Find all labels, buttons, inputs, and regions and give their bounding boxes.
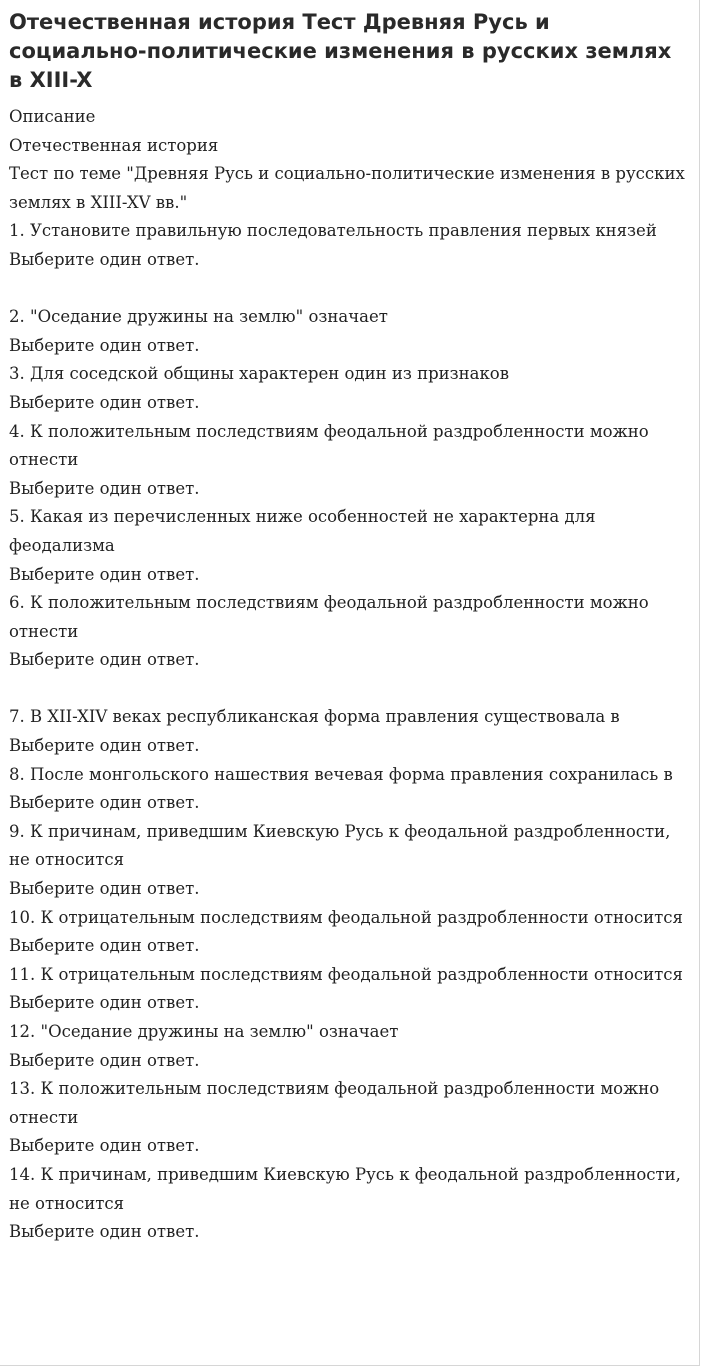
answer-hint: Выберите один ответ. [9, 1050, 200, 1070]
question-14: 14. К причинам, приведшим Киевскую Русь к феодальной раздробленности, не относится [9, 1164, 681, 1213]
test-intro: Тест по теме "Древняя Русь и социально-политические изменения в русских землях в XIII-XV вв." [9, 164, 685, 212]
question-5: 5. Какая из перечисленных ниже особенностей не характерна для феодализма [9, 507, 596, 555]
answer-hint: Выберите один ответ. [9, 249, 200, 269]
answer-hint: Выберите один ответ. [9, 793, 200, 813]
question-3: 3. Для соседской общины характерен один из признаков [9, 364, 510, 384]
subject-line: Отечественная история [9, 135, 219, 155]
answer-hint: Выберите один ответ. [9, 478, 200, 498]
question-9: 9. К причинам, приведшим Киевскую Русь к феодальной раздробленности, не относится [9, 821, 671, 870]
answer-hint: Выберите один ответ. [9, 392, 200, 412]
question-12: 12. "Оседание дружины на землю" означает [9, 1022, 399, 1041]
question-1: 1. Установите правильную последовательность правления первых князей [9, 221, 657, 241]
question-10: 10. К отрицательным последствиям феодальной раздробленности относится [9, 907, 683, 927]
question-11: 11. К отрицательным последствиям феодальной раздробленности относится [9, 964, 683, 984]
question-2: 2. "Оседание дружины на землю" означает [9, 307, 388, 327]
spacer [9, 275, 690, 304]
answer-hint: Выберите один ответ. [9, 1136, 200, 1156]
answer-hint: Выберите один ответ. [9, 879, 200, 899]
question-4: 4. К положительным последствиям феодальной раздробленности можно отнести [9, 421, 649, 470]
answer-hint: Выберите один ответ. [9, 650, 200, 670]
description-label: Описание [9, 107, 96, 126]
answer-hint: Выберите один ответ. [9, 564, 200, 584]
page-title: Отечественная история Тест Древняя Русь и социально-политические изменения в русских землях в XIII-X [9, 10, 672, 92]
question-13: 13. К положительным последствиям феодальной раздробленности можно отнести [9, 1079, 660, 1127]
answer-hint: Выберите один ответ. [9, 736, 200, 756]
answer-hint: Выберите один ответ. [9, 936, 200, 956]
answer-hint: Выберите один ответ. [9, 1222, 200, 1242]
answer-hint: Выберите один ответ. [9, 993, 200, 1013]
answer-hint: Выберите один ответ. [9, 335, 200, 355]
spacer [9, 675, 690, 704]
question-7: 7. В XII-XIV веках республиканская форма правления существовала в [9, 707, 620, 727]
question-6: 6. К положительным последствиям феодальной раздробленности можно отнести [9, 593, 649, 641]
question-8: 8. После монгольского нашествия вечевая форма правления сохранилась в [9, 764, 673, 784]
